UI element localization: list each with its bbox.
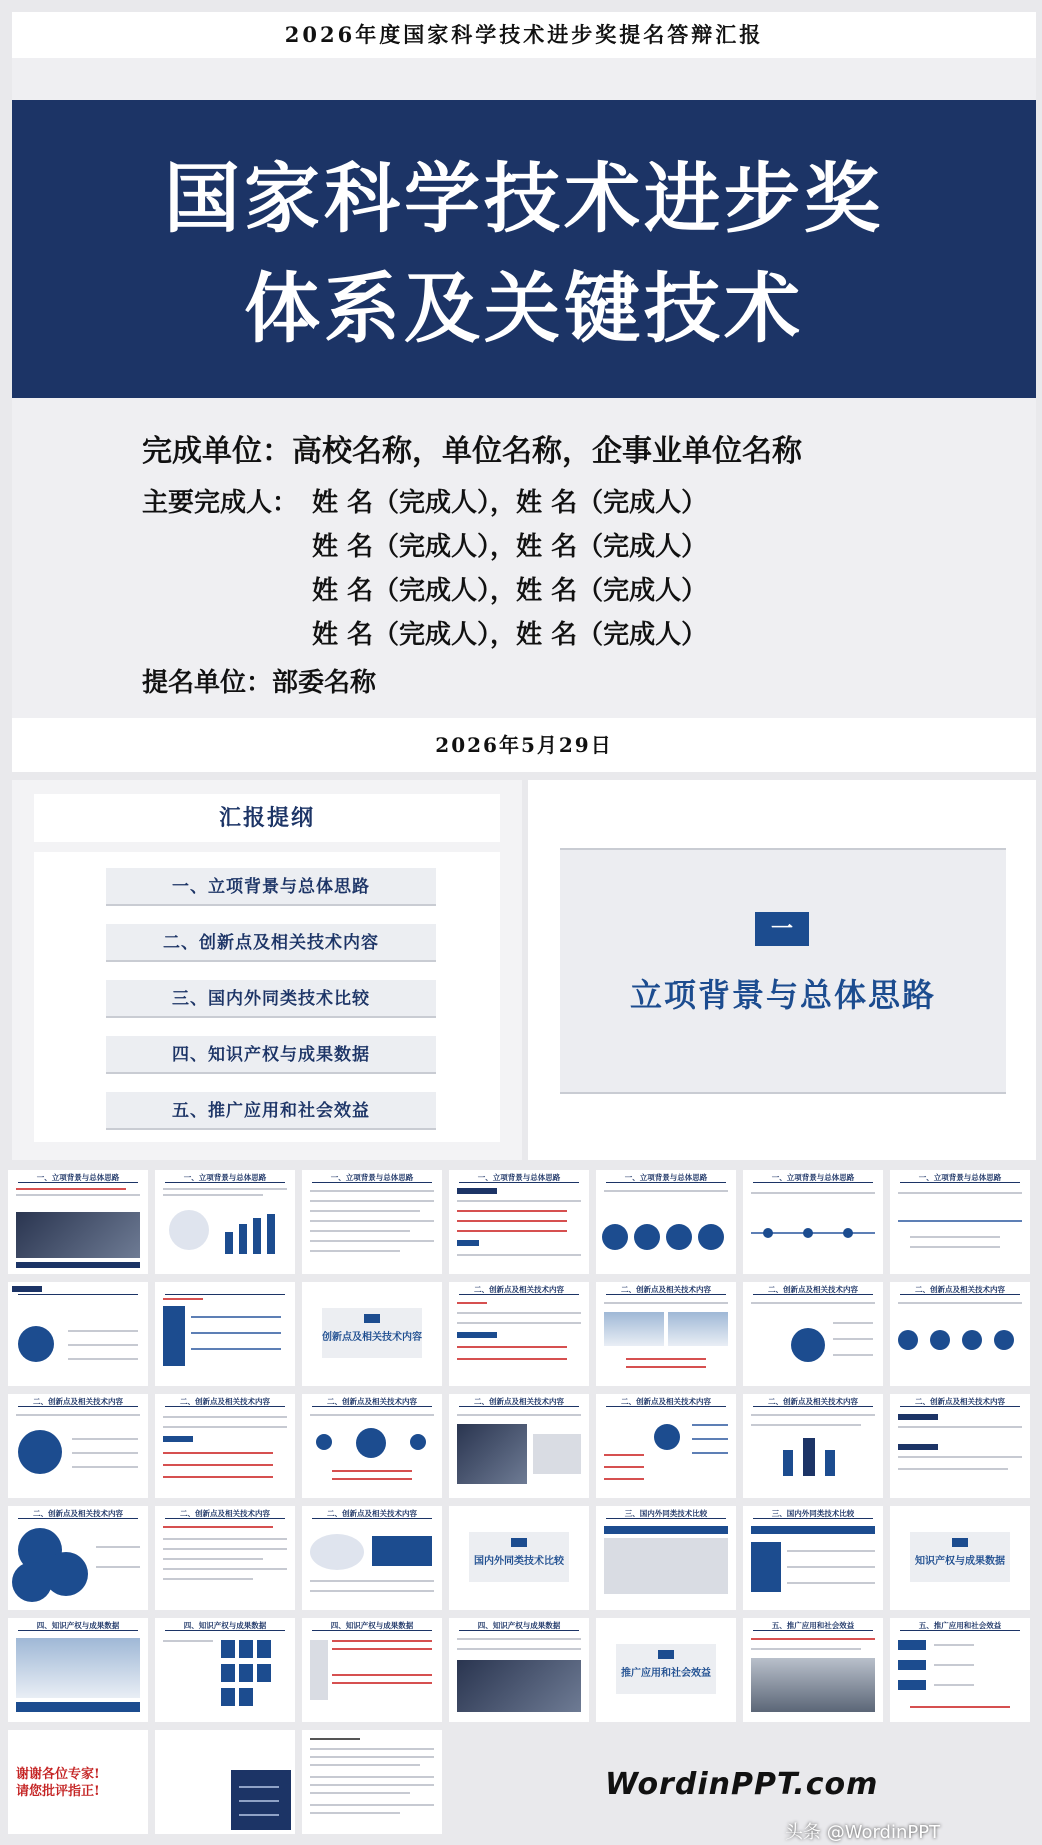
thumbnail-header: 一、立项背景与总体思路 (743, 1172, 883, 1183)
thumbnail-header: 一、立项背景与总体思路 (8, 1172, 148, 1183)
slide-thumbnail[interactable] (8, 1506, 148, 1610)
slide-thumbnail[interactable] (302, 1394, 442, 1498)
slide-thumbnail[interactable] (596, 1506, 736, 1610)
slide-thumbnail[interactable] (302, 1618, 442, 1722)
thumbnail-header: 一、立项背景与总体思路 (449, 1172, 589, 1183)
thumbnail-header: 二、创新点及相关技术内容 (8, 1396, 148, 1407)
thanks-text (16, 1766, 100, 1800)
outline-slide (12, 780, 522, 1160)
slide-thumbnail[interactable] (8, 1618, 148, 1722)
thumbnail-header: 一、立项背景与总体思路 (155, 1172, 295, 1183)
thumbnail-header: 二、创新点及相关技术内容 (596, 1284, 736, 1295)
slide-thumbnail[interactable] (449, 1282, 589, 1386)
earth-image (16, 1212, 140, 1258)
slide-thumbnail[interactable] (155, 1282, 295, 1386)
thumbnail-header: 二、创新点及相关技术内容 (302, 1508, 442, 1519)
slide-thumbnail[interactable] (8, 1282, 148, 1386)
slide-thumbnail[interactable] (155, 1170, 295, 1274)
cover-date: 2026年5月29日 (12, 718, 1036, 772)
thumbnail-header: 二、创新点及相关技术内容 (449, 1284, 589, 1295)
outline-item[interactable]: 一、立项背景与总体思路 (106, 868, 436, 906)
slide-thumbnail[interactable] (302, 1170, 442, 1274)
slide-thumbnail[interactable] (449, 1394, 589, 1498)
outline-item[interactable]: 五、推广应用和社会效益 (106, 1092, 436, 1130)
slide-thumbnail[interactable] (449, 1170, 589, 1274)
mini-section-box (616, 1644, 716, 1694)
thanks-line-2: 请您批评指正! (16, 1784, 100, 1799)
thumbnail-header: 五、推广应用和社会效益 (890, 1620, 1030, 1631)
cover-title-line1: 国家科学技术进步奖 (164, 154, 884, 243)
slide-thumbnail[interactable] (596, 1618, 736, 1722)
slide-thumbnail[interactable] (743, 1394, 883, 1498)
slide-thumbnail[interactable] (890, 1170, 1030, 1274)
section-slide (528, 780, 1036, 1160)
outline-title: 汇报提纲 (34, 794, 500, 842)
thumbnail-header: 二、创新点及相关技术内容 (449, 1396, 589, 1407)
thumbnail-header: 二、创新点及相关技术内容 (302, 1396, 442, 1407)
thumbnail-header: 三、国内外同类技术比较 (596, 1508, 736, 1519)
slide-thumbnail[interactable] (155, 1618, 295, 1722)
slide-thumbnail[interactable] (596, 1170, 736, 1274)
mini-section-box (469, 1532, 569, 1582)
mini-section-box (322, 1308, 422, 1358)
mini-section-box (910, 1532, 1010, 1582)
thumbnail-header: 二、创新点及相关技术内容 (890, 1396, 1030, 1407)
slide-thumbnail[interactable] (155, 1730, 295, 1834)
thumbnail-header: 三、国内外同类技术比较 (743, 1508, 883, 1519)
slide-thumbnail[interactable] (155, 1394, 295, 1498)
thumbnail-header: 五、推广应用和社会效益 (743, 1620, 883, 1631)
cover-top-title: 2026年度国家科学技术进步奖提名答辩汇报 (12, 12, 1036, 58)
thumbnail-header: 一、立项背景与总体思路 (302, 1172, 442, 1183)
thumbnail-header: 一、立项背景与总体思路 (890, 1172, 1030, 1183)
thumbnail-header: 二、创新点及相关技术内容 (743, 1396, 883, 1407)
thumbnail-section-title: 创新点及相关技术内容 (322, 1332, 422, 1343)
slide-thumbnail[interactable] (743, 1170, 883, 1274)
slide-thumbnail[interactable] (890, 1506, 1030, 1610)
slide-thumbnail[interactable] (302, 1282, 442, 1386)
thumbnail-header: 四、知识产权与成果数据 (155, 1620, 295, 1631)
thumbnail-header: 二、创新点及相关技术内容 (8, 1508, 148, 1519)
slide-thumbnail[interactable] (596, 1282, 736, 1386)
cover-title-band (12, 100, 1036, 398)
people-line: 姓 名（完成人），姓 名（完成人） (312, 488, 708, 518)
slide-thumbnail[interactable] (155, 1506, 295, 1610)
outline-list (34, 852, 500, 1142)
people-line: 姓 名（完成人），姓 名（完成人） (312, 620, 708, 650)
cover-slide (12, 12, 1036, 772)
slide-thumbnail[interactable] (743, 1618, 883, 1722)
slide-thumbnail[interactable] (890, 1618, 1030, 1722)
slide-thumbnail[interactable] (302, 1506, 442, 1610)
thumbnail-header: 二、创新点及相关技术内容 (890, 1284, 1030, 1295)
slide-thumbnail[interactable] (449, 1506, 589, 1610)
thanks-slide-thumbnail[interactable] (8, 1730, 148, 1834)
outline-item[interactable]: 四、知识产权与成果数据 (106, 1036, 436, 1074)
slide-thumbnail[interactable] (890, 1282, 1030, 1386)
slide-thumbnail[interactable] (596, 1394, 736, 1498)
brand-logo: WordinPPT.com (605, 1767, 879, 1802)
people-line: 姓 名（完成人），姓 名（完成人） (312, 576, 708, 606)
slide-thumbnail[interactable] (449, 1618, 589, 1722)
thumbnail-header: 四、知识产权与成果数据 (449, 1620, 589, 1631)
thumbnail-header: 二、创新点及相关技术内容 (596, 1396, 736, 1407)
thumbnail-header: 二、创新点及相关技术内容 (743, 1284, 883, 1295)
thumbnail-header: 一、立项背景与总体思路 (596, 1172, 736, 1183)
thumbnail-header: 四、知识产权与成果数据 (8, 1620, 148, 1631)
thumbnail-section-title: 知识产权与成果数据 (915, 1556, 1005, 1567)
thanks-line-1: 谢谢各位专家! (16, 1767, 100, 1782)
thumbnail-header: 二、创新点及相关技术内容 (155, 1396, 295, 1407)
slide-thumbnail[interactable] (302, 1730, 442, 1834)
main-people-label: 主要完成人： (142, 488, 299, 518)
slide-thumbnail[interactable] (890, 1394, 1030, 1498)
thumbnail-section-title: 国内外同类技术比较 (474, 1556, 564, 1567)
people-line: 姓 名（完成人），姓 名（完成人） (312, 532, 708, 562)
section-number-badge: 一 (755, 912, 809, 946)
outline-item[interactable]: 二、创新点及相关技术内容 (106, 924, 436, 962)
slide-thumbnail[interactable] (743, 1506, 883, 1610)
section-title: 立项背景与总体思路 (629, 976, 936, 1014)
completion-unit: 完成单位：高校名称，单位名称，企事业单位名称 (142, 434, 802, 469)
cover-title-line2: 体系及关键技术 (244, 264, 804, 353)
slide-thumbnail[interactable] (8, 1394, 148, 1498)
thumbnail-header: 二、创新点及相关技术内容 (155, 1508, 295, 1519)
watermark: 头条 @WordinPPT (785, 1822, 941, 1843)
thumbnail-section-title: 推广应用和社会效益 (621, 1668, 711, 1679)
slide-thumbnail[interactable] (8, 1170, 148, 1274)
slide-thumbnail[interactable] (743, 1282, 883, 1386)
nominating-unit: 提名单位：部委名称 (142, 668, 377, 698)
thumbnail-header: 四、知识产权与成果数据 (302, 1620, 442, 1631)
outline-item[interactable]: 三、国内外同类技术比较 (106, 980, 436, 1018)
section-box (560, 848, 1006, 1094)
